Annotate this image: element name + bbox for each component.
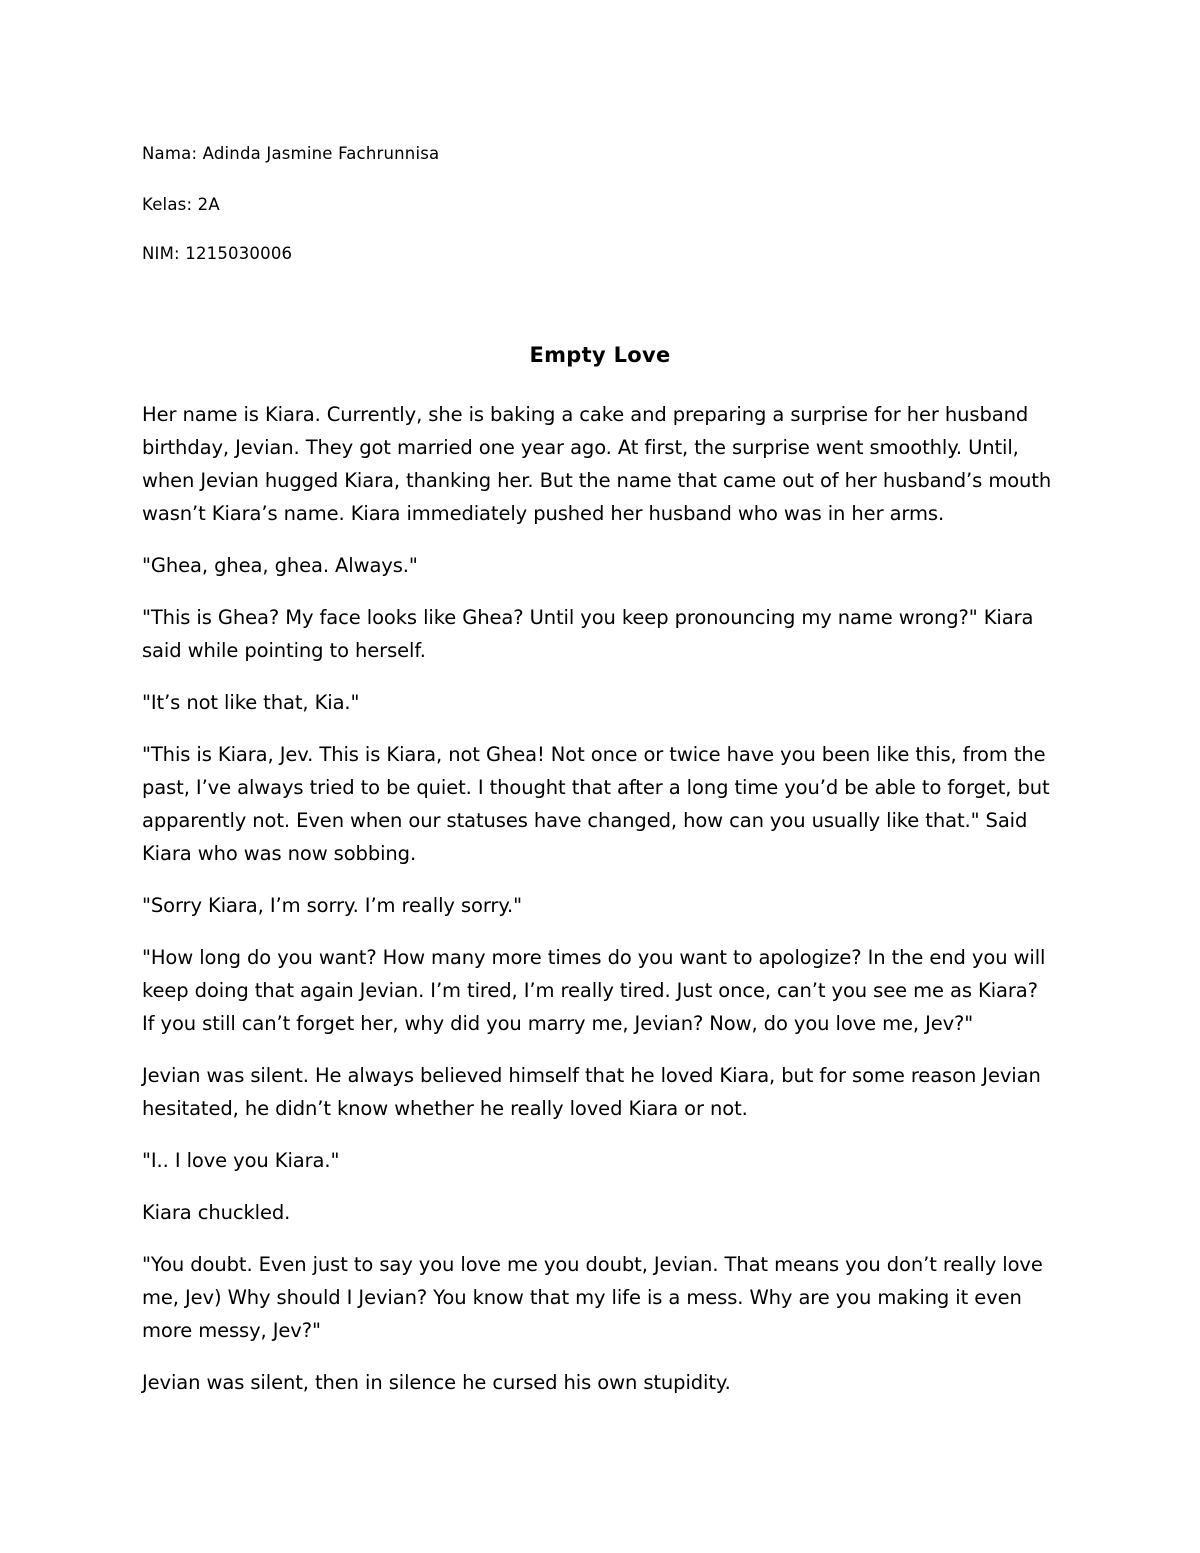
story-paragraph: "This is Kiara, Jev. This is Kiara, not Ghea! Not once or twice have you been like this, from the past, I’ve always tried to be quiet. I thought that after a long time you’d be able to forget, but apparently not. Even when our statuses have changed, how can you usually like that." Said Kiara who was now sobbing. xyxy=(142,743,1050,865)
story-paragraph: "Sorry Kiara, I’m sorry. I’m really sorry." xyxy=(142,894,522,917)
story-paragraph: "You doubt. Even just to say you love me you doubt, Jevian. That means you don’t really love me, Jev) Why should I Jevian? You know that my life is a mess. Why are you making it even more messy, Jev?" xyxy=(142,1253,1043,1342)
story-paragraph: Kiara chuckled. xyxy=(142,1201,291,1224)
story-paragraph: "How long do you want? How many more times do you want to apologize? In the end you will keep doing that again Jevian. I’m tired, I’m really tired. Just once, can’t you see me as Kiara? If you still can’t forget her, why did you marry me, Jevian? Now, do you love me, Jev?" xyxy=(142,946,1046,1035)
story-paragraph: "I.. I love you Kiara." xyxy=(142,1149,340,1172)
story-paragraph: "It’s not like that, Kia." xyxy=(142,691,360,714)
student-class-line: Kelas: 2A xyxy=(142,195,220,214)
story-body xyxy=(142,398,1052,1418)
story-paragraph: "This is Ghea? My face looks like Ghea? Until you keep pronouncing my name wrong?" Kiara said while pointing to herself. xyxy=(142,606,1034,662)
story-paragraph: "Ghea, ghea, ghea. Always." xyxy=(142,554,418,577)
story-paragraph: Jevian was silent. He always believed himself that he loved Kiara, but for some reason Jevian hesitated, he didn’t know whether he really loved Kiara or not. xyxy=(142,1064,1041,1120)
story-paragraph: Her name is Kiara. Currently, she is baking a cake and preparing a surprise for her husband birthday, Jevian. They got married one year ago. At first, the surprise went smoothly. Until, when Jevian hugged Kiara, thanking her. But the name that came out of her husband’s mouth wasn’t Kiara’s name. Kiara immediately pushed her husband who was in her arms. xyxy=(142,403,1052,525)
student-name-line: Nama: Adinda Jasmine Fachrunnisa xyxy=(142,144,440,163)
student-nim-line: NIM: 1215030006 xyxy=(142,244,293,263)
story-title: Empty Love xyxy=(529,343,671,367)
story-paragraph: Jevian was silent, then in silence he cursed his own stupidity. xyxy=(142,1371,731,1394)
